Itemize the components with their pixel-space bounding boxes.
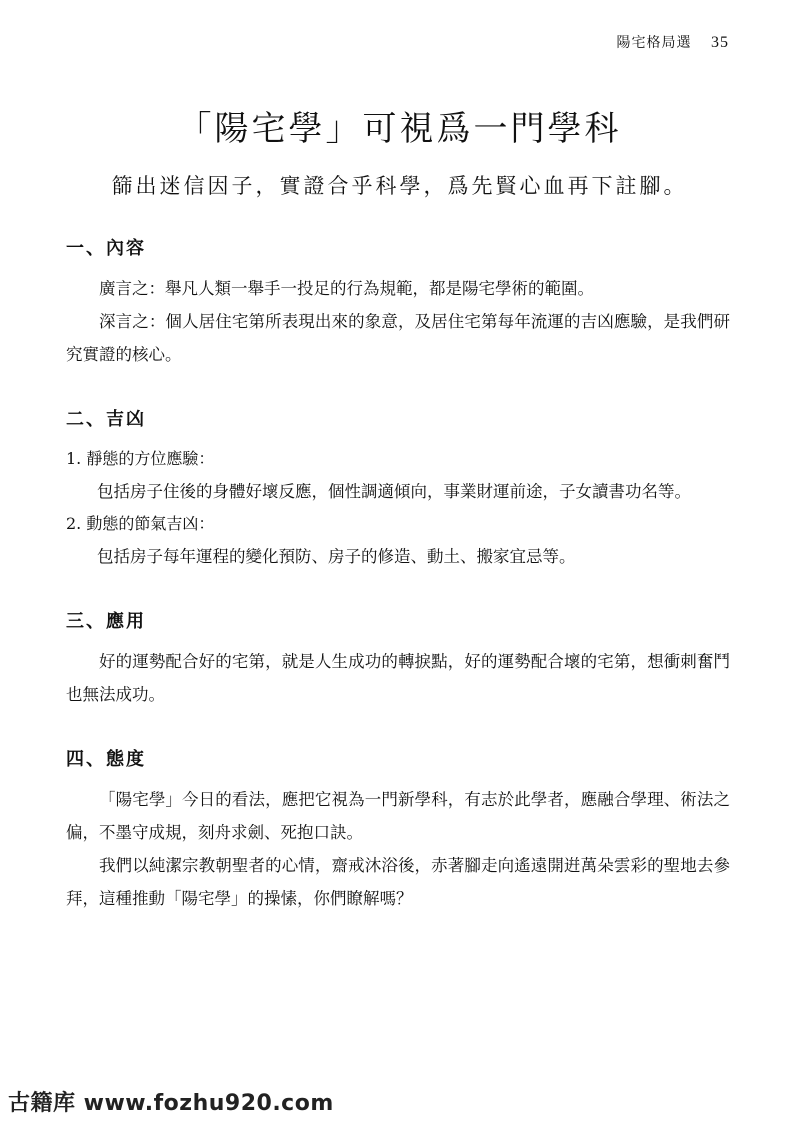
- section-content: [66, 236, 730, 371]
- list-item-body: 包括房子每年運程的變化預防、房子的修造、動土、搬家宜忌等。: [97, 547, 576, 566]
- running-head-title: 陽宅格局選: [616, 35, 692, 51]
- section-heading: 一、內容: [66, 238, 146, 259]
- page-title: 「陽宅學」可視爲一門學科: [177, 108, 622, 149]
- list-item-label: 2. 動態的節氣吉凶：: [66, 514, 215, 533]
- section-attitude: [66, 747, 730, 915]
- section-heading: 四、態度: [66, 749, 146, 770]
- section-heading: 三、應用: [66, 611, 146, 632]
- section-application: [66, 609, 730, 711]
- page-number: 35: [711, 34, 729, 51]
- page-subtitle: 篩出迷信因子，實證合乎科學，爲先賢心血再下註腳。: [111, 174, 688, 198]
- section-fortune: [66, 407, 730, 573]
- main-content: [66, 236, 730, 951]
- list-item: [66, 508, 730, 573]
- paragraph: 「陽宅學」今日的看法，應把它視為一門新學科，有志於此學者，應融合學理、術法之偏，不墨守成規，刻舟求劍、死抱口訣。: [66, 790, 730, 842]
- list-item-label: 1. 靜態的方位應驗：: [66, 449, 215, 468]
- list-item: [66, 443, 730, 508]
- section-heading: 二、吉凶: [66, 409, 146, 430]
- paragraph: 深言之：個人居住宅第所表現出來的象意，及居住宅第每年流運的吉凶應驗，是我們研究實證的核心。: [66, 312, 730, 364]
- paragraph: 廣言之：舉凡人類一舉手一投足的行為規範，都是陽宅學術的範圍。: [99, 279, 594, 298]
- list-item-body: 包括房子住後的身體好壞反應，個性調適傾向，事業財運前途，子女讀書功名等。: [97, 482, 691, 501]
- footer-watermark: 古籍库 www.fozhu920.com: [8, 1091, 334, 1116]
- paragraph: 我們以純潔宗教朝聖者的心情，齋戒沐浴後，赤著腳走向遙遠開逬萬朵雲彩的聖地去參拜，這種推動「陽宅學」的操愫，你們瞭解嗎？: [66, 856, 730, 908]
- paragraph: 好的運勢配合好的宅第，就是人生成功的轉捩點，好的運勢配合壞的宅第，想衝刺奮鬥也無法成功。: [66, 652, 730, 704]
- running-head: [617, 32, 729, 52]
